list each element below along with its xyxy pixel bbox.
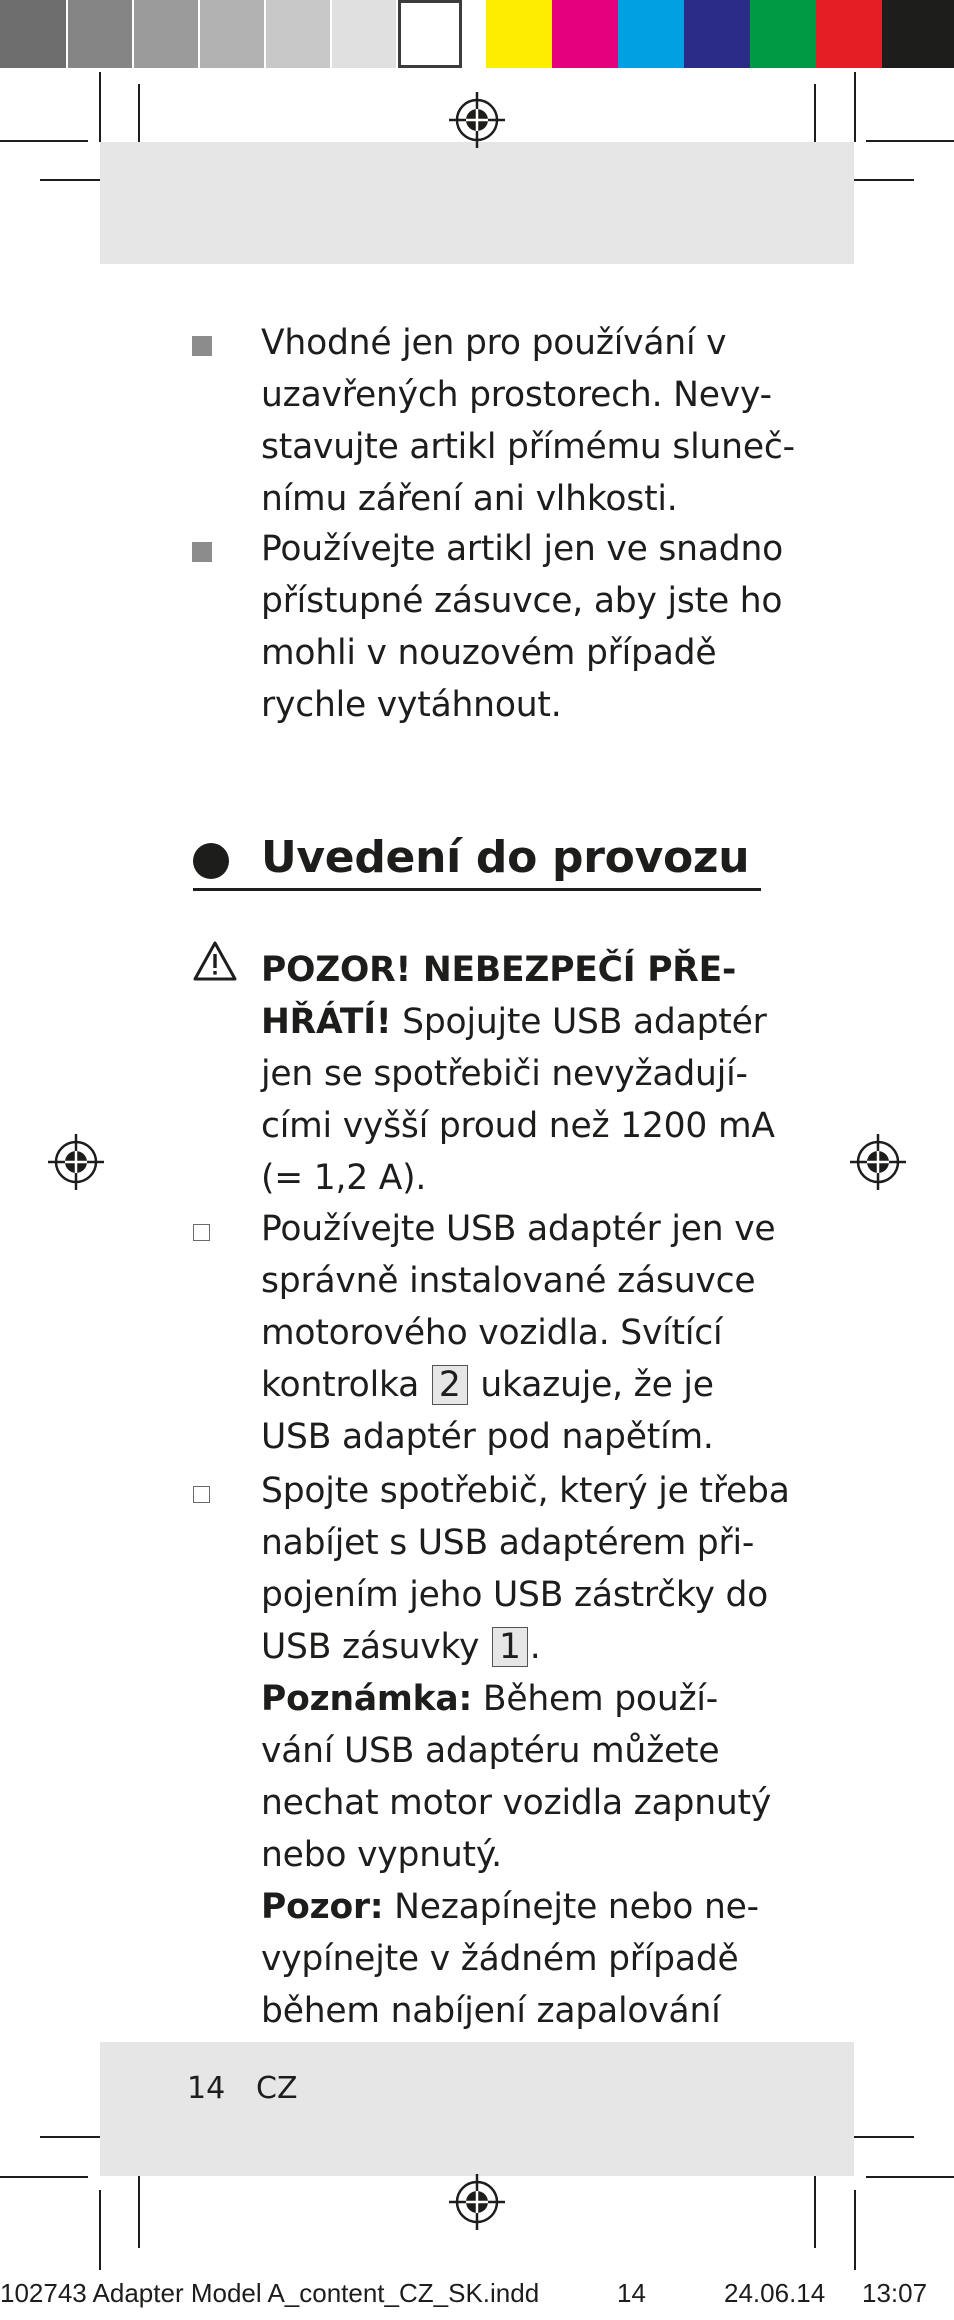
checkbox-bullet	[193, 1486, 210, 1503]
crop-mark	[0, 140, 88, 142]
part-reference: 2	[432, 1365, 468, 1405]
step-item	[261, 1203, 775, 1463]
crop-mark	[866, 2176, 954, 2178]
text-span: Během použí-	[472, 1679, 719, 1719]
slug-date: 24.06.14	[724, 2278, 826, 2308]
black-swatch	[882, 0, 954, 68]
crop-mark	[99, 72, 101, 142]
checkbox-bullet	[193, 1224, 210, 1241]
text-line: nebo vypnutý.	[261, 1835, 502, 1875]
text-line: stavujte artikl přímému sluneč-	[261, 427, 795, 467]
yellow-swatch	[486, 0, 552, 68]
caution-label: Pozor:	[261, 1887, 384, 1927]
gray-swatch	[68, 0, 132, 68]
text-line	[261, 1621, 790, 1673]
text-line: rychle vytáhnout.	[261, 685, 562, 725]
registration-mark-icon	[449, 92, 505, 148]
text-span: Spojujte USB adaptér	[391, 1002, 767, 1042]
text-line: nímu záření ani vlhkosti.	[261, 479, 678, 519]
cyan-swatch	[618, 0, 684, 68]
language-code: CZ	[256, 2071, 298, 2106]
slug-time: 13:07	[862, 2278, 928, 2308]
text-line: mohli v nouzovém případě	[261, 633, 717, 673]
red-swatch	[816, 0, 882, 68]
page-number: 14	[187, 2071, 226, 2106]
text-line: motorového vozidla. Svítící	[261, 1313, 723, 1353]
text-line: jen se spotřebiči nevyžadují-	[261, 1054, 748, 1094]
crop-mark	[0, 2176, 88, 2178]
text-line: vání USB adaptéru můžete	[261, 1731, 720, 1771]
white-swatch	[398, 0, 462, 68]
text-line: uzavřených prostorech. Nevy-	[261, 375, 772, 415]
gray-swatch	[134, 0, 198, 68]
list-item	[261, 523, 783, 731]
warning-paragraph	[261, 944, 775, 1204]
text-line: pojením jeho USB zástrčky do	[261, 1575, 769, 1615]
text-line: během nabíjení zapalování	[261, 1991, 721, 2031]
crop-mark	[99, 2190, 101, 2270]
crop-mark	[854, 72, 856, 142]
heading-bullet	[193, 843, 229, 879]
text-span: kontrolka	[261, 1365, 430, 1405]
text-span: ukazuje, že je	[469, 1365, 714, 1405]
gray-swatch	[0, 0, 66, 68]
warning-title-end: HŘÁTÍ!	[261, 1002, 392, 1042]
text-line: (= 1,2 A).	[261, 1158, 427, 1198]
text-line: cími vyšší proud než 1200 mA	[261, 1106, 775, 1146]
crop-mark	[814, 2168, 816, 2248]
section-heading: Uvedení do provozu	[261, 832, 750, 883]
warning-title: POZOR! NEBEZPEČÍ PŘE-	[261, 950, 737, 990]
crop-mark	[866, 140, 954, 142]
text-line	[261, 1673, 790, 1725]
text-line: správně instalované zásuvce	[261, 1261, 756, 1301]
text-line	[261, 1881, 790, 1933]
text-line	[261, 1359, 775, 1411]
footer-band	[100, 2042, 854, 2176]
header-band	[100, 142, 854, 264]
crop-mark	[854, 2190, 856, 2270]
green-swatch	[750, 0, 816, 68]
text-line	[261, 944, 775, 996]
list-bullet	[192, 336, 212, 356]
registration-mark-icon	[449, 2174, 505, 2230]
note-label: Poznámka:	[261, 1679, 473, 1719]
text-line: USB adaptér pod napětím.	[261, 1417, 714, 1457]
gray-swatch	[200, 0, 264, 68]
text-span: Nezapínejte nebo ne-	[383, 1887, 759, 1927]
gray-swatch	[266, 0, 330, 68]
slug-filename: 102743 Adapter Model A_content_CZ_SK.indd	[0, 2278, 540, 2308]
crop-mark	[138, 2168, 140, 2248]
slug-page: 14	[617, 2278, 646, 2308]
warning-triangle-icon	[192, 940, 238, 982]
gray-swatch	[332, 0, 396, 68]
list-bullet	[192, 542, 212, 562]
text-span: .	[529, 1627, 541, 1667]
text-line	[261, 996, 775, 1048]
text-line: Vhodné jen pro používání v	[261, 323, 727, 363]
list-item	[261, 317, 795, 525]
text-line: Používejte USB adaptér jen ve	[261, 1209, 776, 1249]
text-line: Spojte spotřebič, který je třeba	[261, 1471, 790, 1511]
registration-mark-icon	[850, 1134, 906, 1190]
text-line: nechat motor vozidla zapnutý	[261, 1783, 772, 1823]
heading-underline	[193, 888, 761, 891]
registration-mark-icon	[48, 1134, 104, 1190]
step-item	[261, 1465, 790, 2037]
text-line: vypínejte v žádném případě	[261, 1939, 739, 1979]
text-line: přístupné zásuvce, aby jste ho	[261, 581, 783, 621]
part-reference: 1	[492, 1627, 528, 1667]
magenta-swatch	[552, 0, 618, 68]
text-line: nabíjet s USB adaptérem při-	[261, 1523, 755, 1563]
text-span: USB zásuvky	[261, 1627, 491, 1667]
text-line: Používejte artikl jen ve snadno	[261, 529, 784, 569]
blue-swatch	[684, 0, 750, 68]
